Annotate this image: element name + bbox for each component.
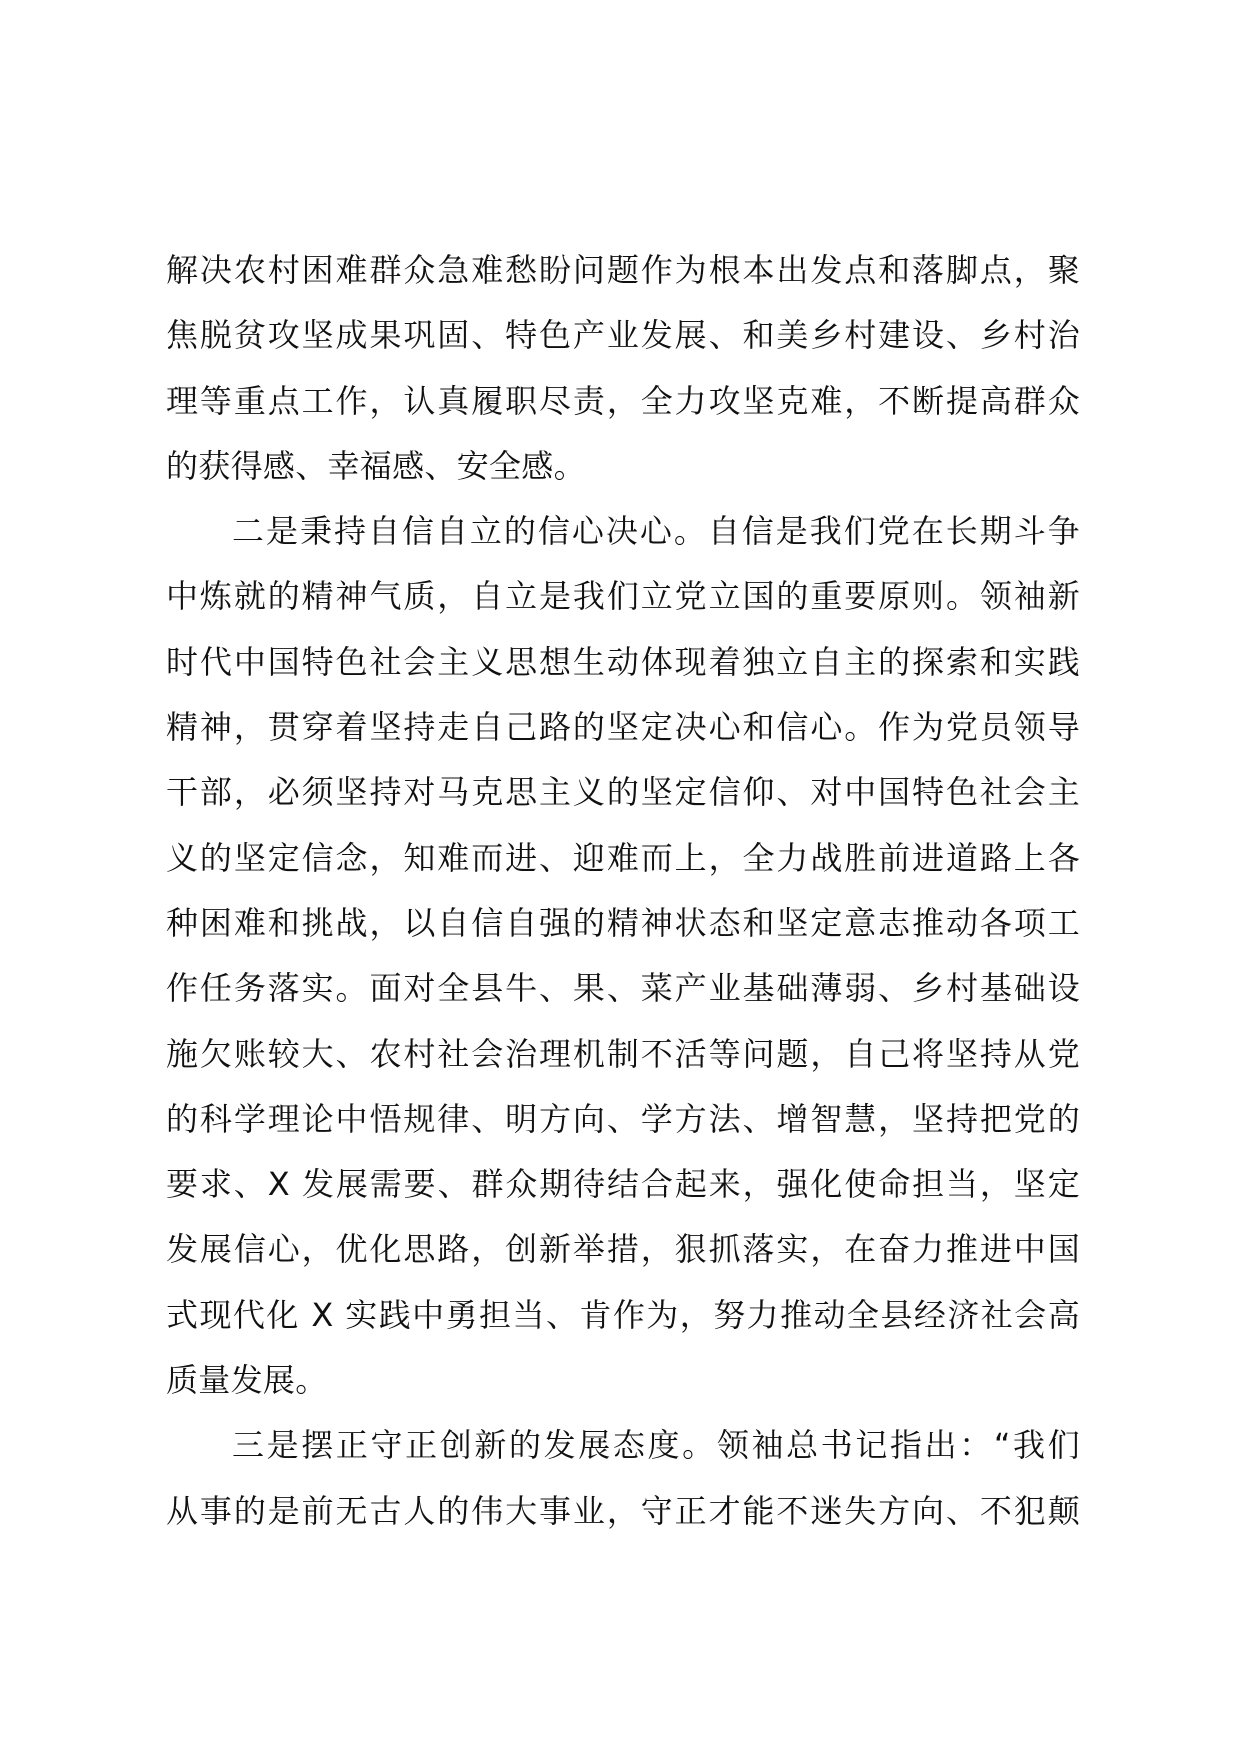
text-line: 中炼就的精神气质，自立是我们立党立国的重要原则。领袖新 (166, 577, 1080, 616)
text-line: 的科学理论中悟规律、明方向、学方法、增智慧，坚持把党的 (166, 1099, 1080, 1138)
text-line: 焦脱贫攻坚成果巩固、特色产业发展、和美乡村建设、乡村治 (166, 316, 1080, 355)
body-text (166, 238, 1080, 1544)
paragraph-continuation (166, 238, 1080, 499)
text-line: 三是摆正守正创新的发展态度。领袖总书记指出：“我们 (232, 1426, 1080, 1465)
text-line: 的获得感、幸福感、安全感。 (166, 446, 586, 485)
text-line: 干部，必须坚持对马克思主义的坚定信仰、对中国特色社会主 (166, 773, 1080, 812)
text-line: 二是秉持自信自立的信心决心。自信是我们党在长期斗争 (232, 512, 1080, 551)
text-line: 理等重点工作，认真履职尽责，全力攻坚克难，不断提高群众 (166, 381, 1080, 420)
paragraph-two (166, 499, 1080, 1413)
text-line: 要求、X 发展需要、群众期待结合起来，强化使命担当，坚定 (166, 1165, 1080, 1204)
text-line: 从事的是前无古人的伟大事业，守正才能不迷失方向、不犯颠 (166, 1491, 1080, 1530)
text-line: 时代中国特色社会主义思想生动体现着独立自主的探索和实践 (166, 642, 1080, 681)
paragraph-three (166, 1413, 1080, 1544)
text-line: 发展信心，优化思路，创新举措，狠抓落实，在奋力推进中国 (166, 1230, 1080, 1269)
text-line: 精神，贯穿着坚持走自己路的坚定决心和信心。作为党员领导 (166, 708, 1080, 747)
text-line: 义的坚定信念，知难而进、迎难而上，全力战胜前进道路上各 (166, 838, 1080, 877)
text-line: 式现代化 X 实践中勇担当、肯作为，努力推动全县经济社会高 (166, 1295, 1080, 1334)
text-line: 种困难和挑战，以自信自强的精神状态和坚定意志推动各项工 (166, 903, 1080, 942)
text-line: 作任务落实。面对全县牛、果、菜产业基础薄弱、乡村基础设 (166, 969, 1080, 1008)
text-line: 质量发展。 (166, 1361, 328, 1400)
text-line: 施欠账较大、农村社会治理机制不活等问题，自己将坚持从党 (166, 1034, 1080, 1073)
text-line: 解决农村困难群众急难愁盼问题作为根本出发点和落脚点，聚 (166, 251, 1080, 289)
